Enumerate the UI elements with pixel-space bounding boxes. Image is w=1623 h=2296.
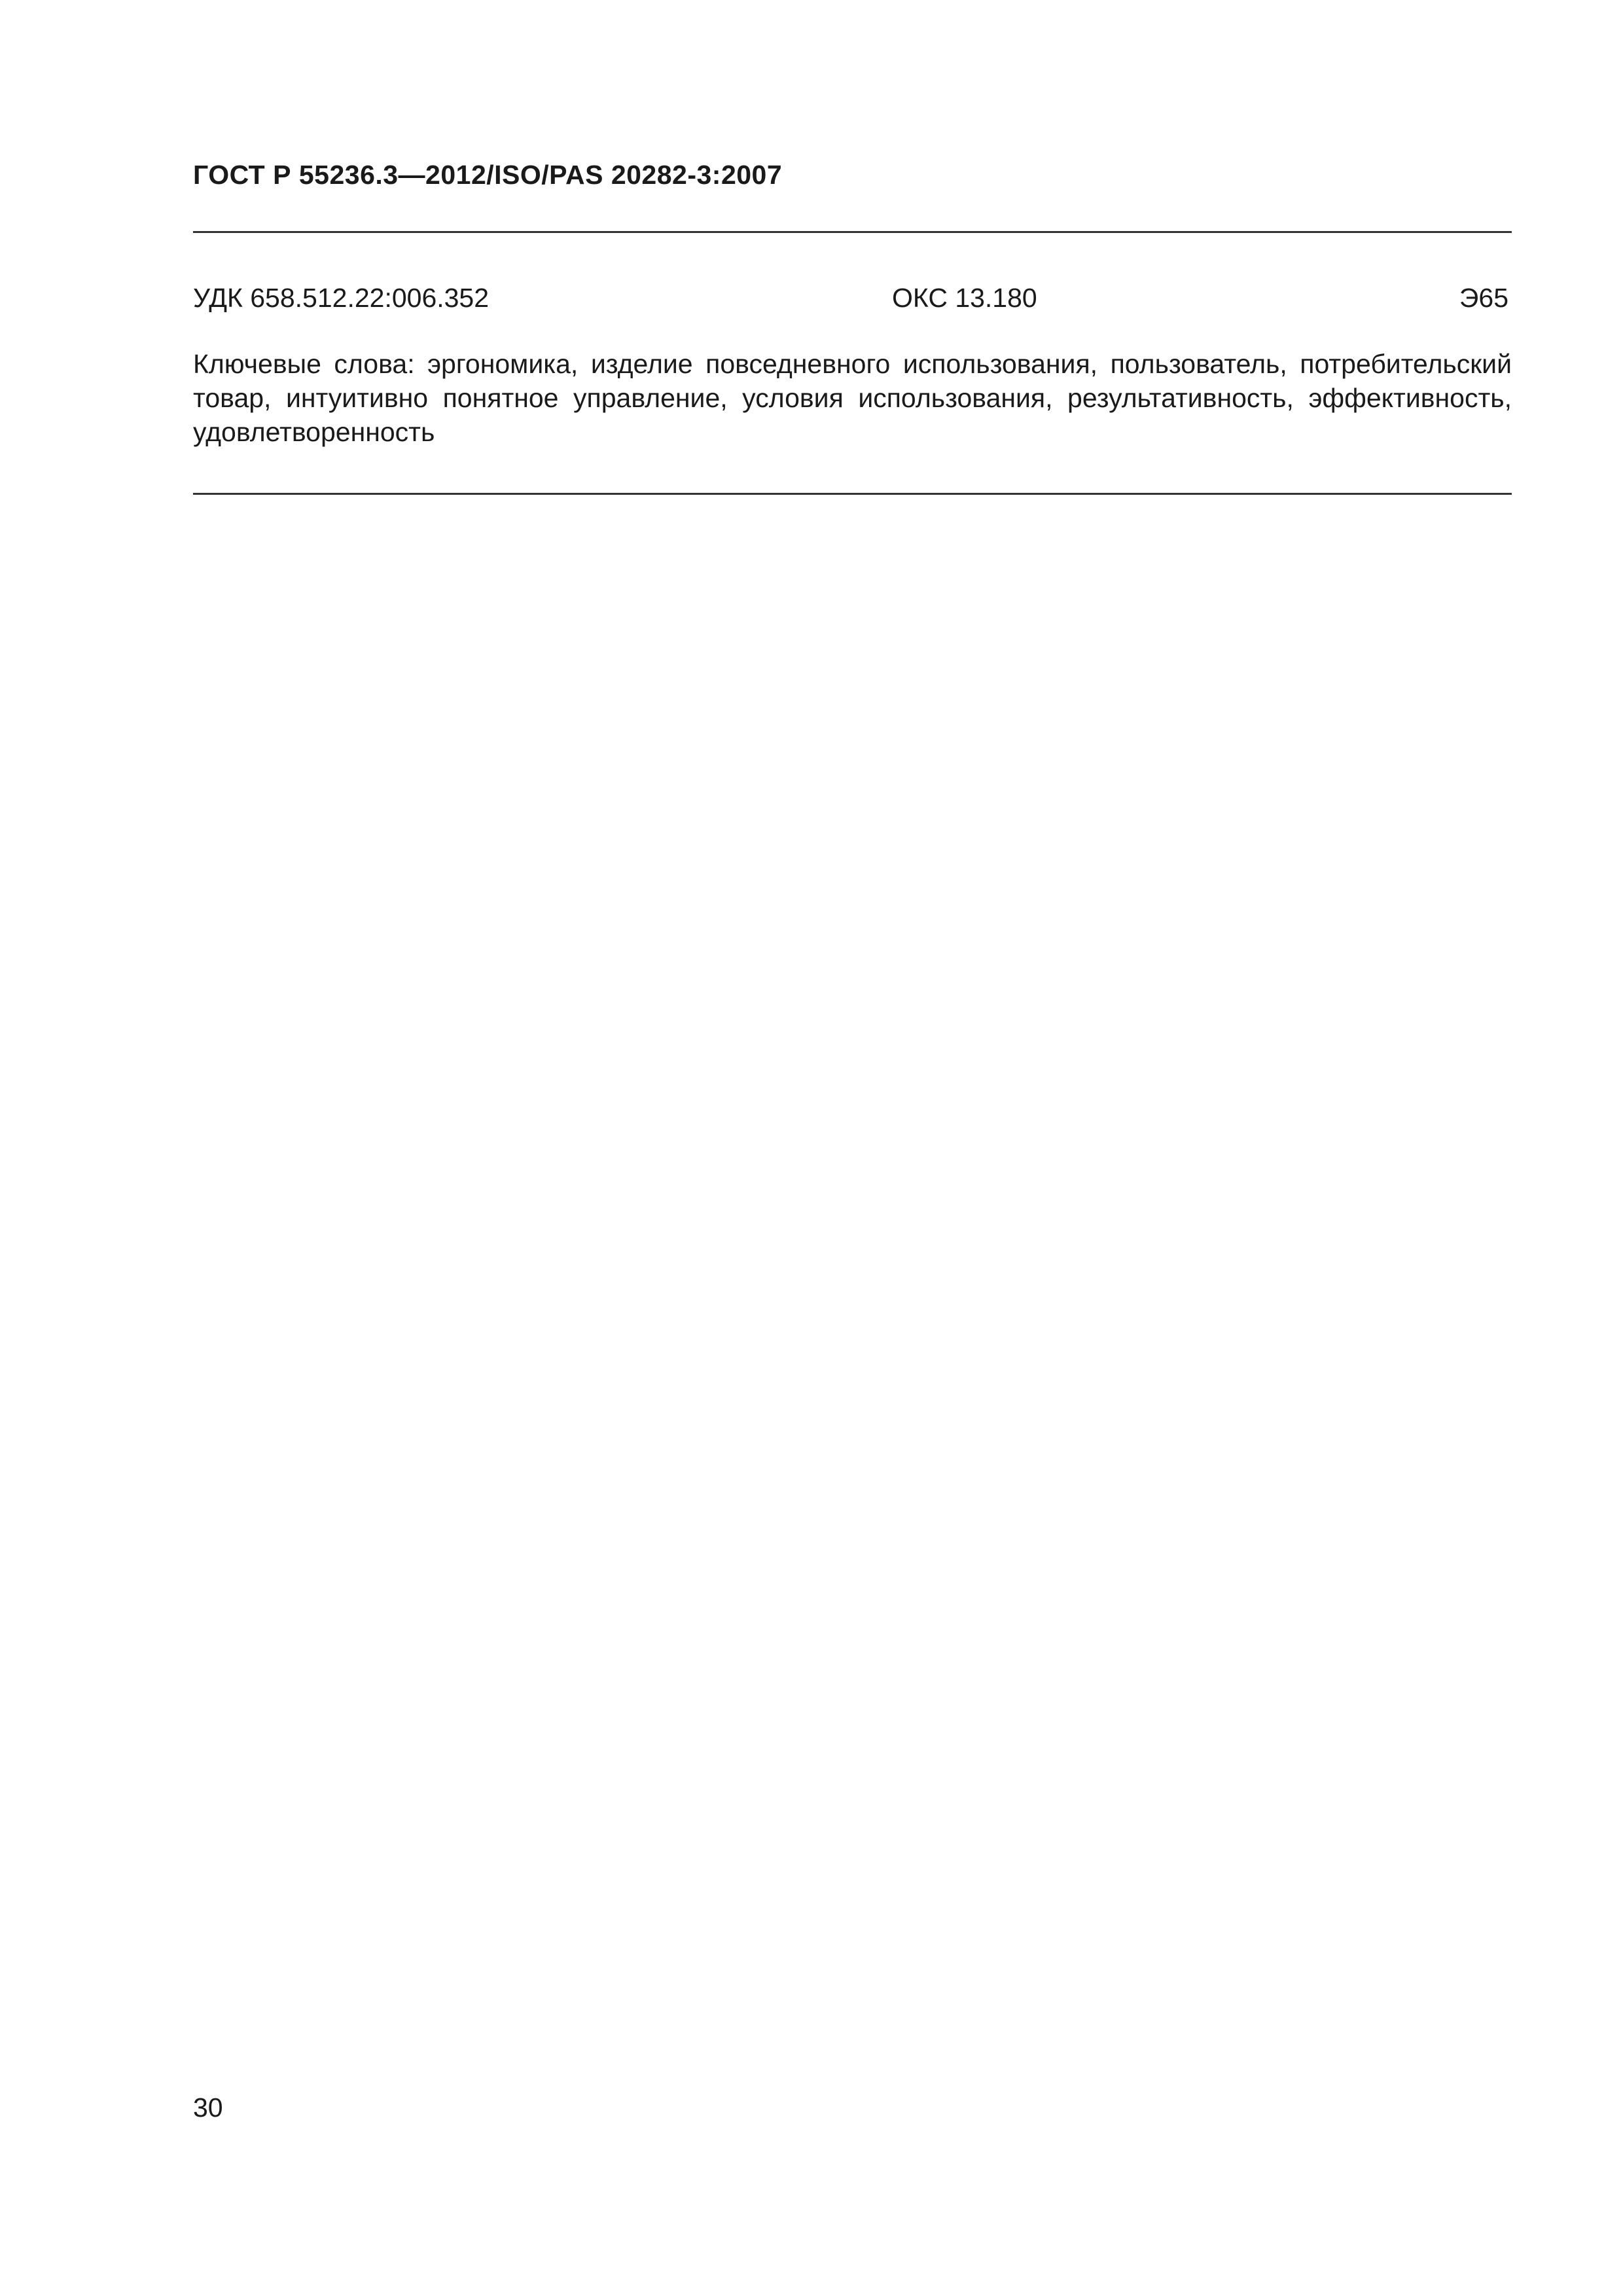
udk-code: УДК 658.512.22:006.352: [193, 283, 490, 313]
page-number: 30: [193, 2092, 223, 2123]
oks-code: ОКС 13.180: [892, 283, 1037, 313]
classifier-code: Э65: [1459, 283, 1508, 313]
document-header-title: ГОСТ Р 55236.3—2012/ISO/PAS 20282-3:2007: [193, 160, 783, 190]
keywords-paragraph: Ключевые слова: эргономика, изделие повседневного использования, пользователь, потребительский товар, интуитивно понятное управление, условия использования, результативность, эффективность, удовлетворенность: [193, 349, 1512, 447]
classification-row: [193, 281, 1512, 314]
bottom-divider: [193, 493, 1512, 495]
top-divider: [193, 231, 1512, 233]
